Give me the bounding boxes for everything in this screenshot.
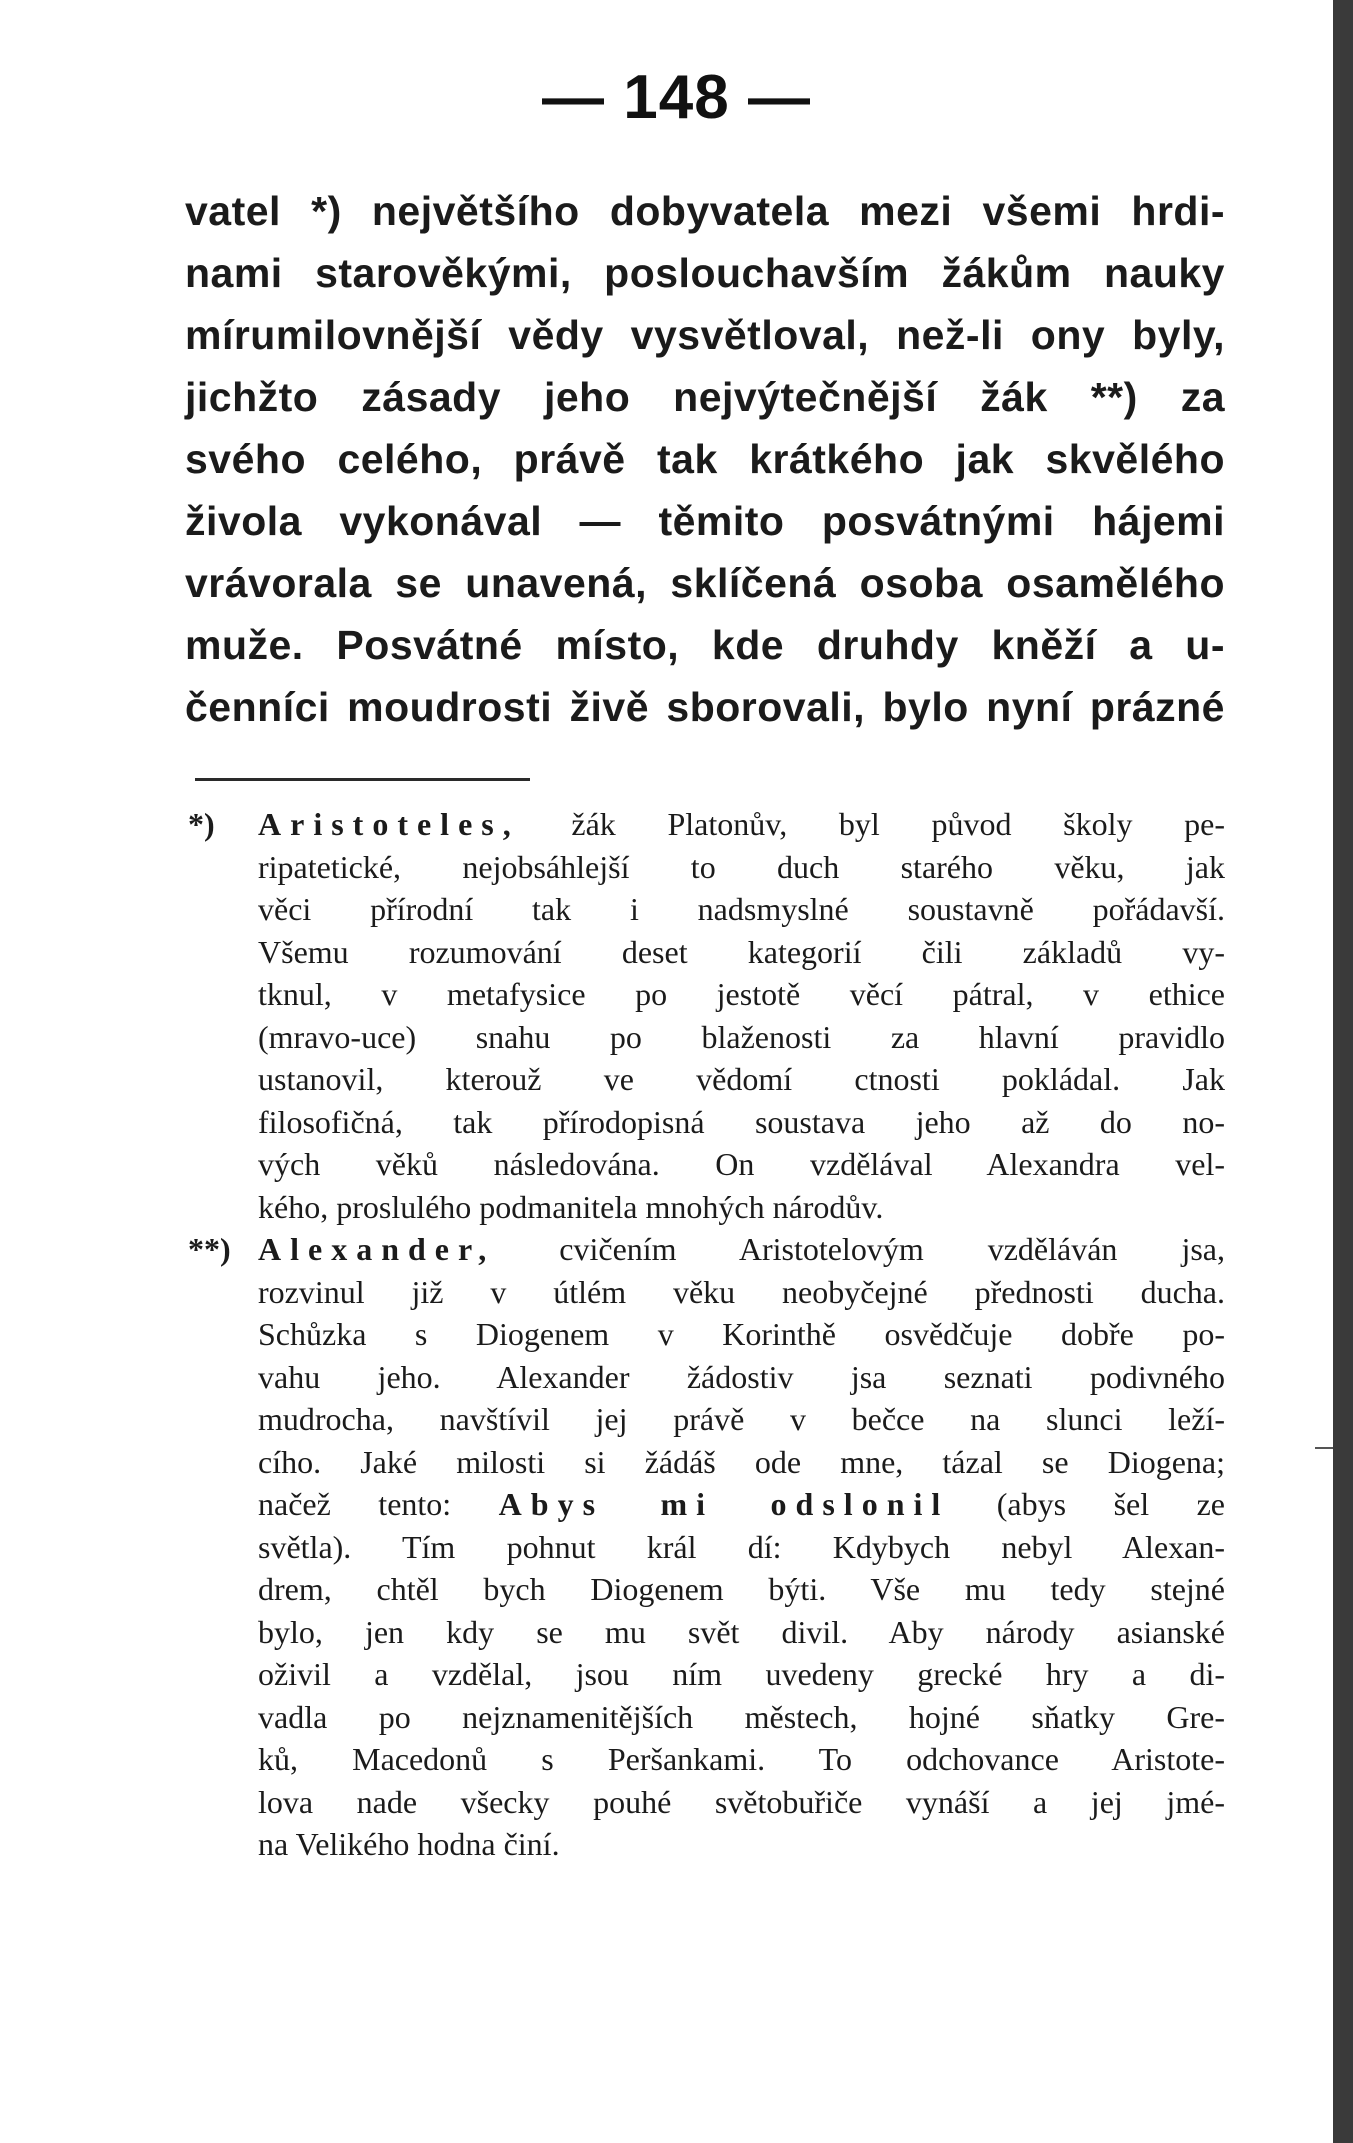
footnote-line: filosofičná, tak přírodopisná soustava jeho až do no- <box>258 1103 1225 1140</box>
page-edge-mark <box>1315 1447 1333 1449</box>
footnote-1-first-line <box>180 803 1225 846</box>
footnote-marker: **) <box>188 1231 231 1267</box>
footnote-text: žák Platonův, byl původ školy pe- <box>519 806 1225 842</box>
main-line: nami starověkými, poslouchavším žákům nauky <box>185 250 1225 296</box>
main-text <box>185 180 1225 738</box>
footnote-divider <box>195 778 530 781</box>
footnote-line: světla). Tím pohnut král dí: Kdybych nebyl Alexan- <box>258 1528 1225 1565</box>
footnote-line: věci přírodní tak i nadsmyslné soustavně pořádavší. <box>258 891 1225 927</box>
footnote-text: načež tento: <box>258 1486 499 1522</box>
main-line: živola vykonával — těmito posvátnými hájemi <box>185 498 1225 544</box>
footnote-quote: Abys mi odslonil <box>498 1486 950 1522</box>
footnote-name: Alexander, <box>258 1231 496 1267</box>
footnote-quote-line <box>180 1483 1225 1526</box>
footnote-line: vahu jeho. Alexander žádostiv jsa seznati podivného <box>258 1358 1225 1395</box>
footnote-text: (abys šel ze <box>949 1486 1226 1522</box>
footnote-marker: *) <box>188 806 215 842</box>
main-line: vatel *) největšího dobyvatela mezi všemi hrdi- <box>185 188 1225 234</box>
footnote-line: na Velikého hodna činí. <box>258 1826 560 1862</box>
footnote-line: mudrocha, navštívil jej právě v bečce na slunci leží- <box>258 1401 1225 1437</box>
page-edge <box>1333 0 1353 2143</box>
footnote-name: Aristoteles, <box>258 806 520 842</box>
footnote-line: vadla po nejznamenitějších městech, hojné sňatky Gre- <box>258 1698 1225 1735</box>
footnote-line: rozvinul již v útlém věku neobyčejné přednosti ducha. <box>258 1273 1225 1310</box>
main-line: čenníci moudrosti živě sborovali, bylo nyní prázné <box>185 684 1225 730</box>
footnote-line: kého, proslulého podmanitela mnohých národův. <box>258 1188 884 1225</box>
footnote-text: cvičením Aristotelovým vzděláván jsa, <box>495 1231 1225 1267</box>
footnote-line: ků, Macedonů s Peršankami. To odchovance Aristote- <box>258 1741 1225 1777</box>
main-line: svého celého, právě tak krátkého jak skvělého <box>185 436 1225 482</box>
main-line: vrávorala se unavená, sklíčená osoba osamělého <box>185 560 1225 606</box>
footnote-line: cího. Jaké milosti si žádáš ode mne, tázal se Diogena; <box>258 1443 1225 1480</box>
footnote-line: bylo, jen kdy se mu svět divil. Aby národy asianské <box>258 1613 1225 1650</box>
footnote-line: ripatetické, nejobsáhlejší to duch starého věku, jak <box>258 848 1225 885</box>
main-line: muže. Posvátné místo, kde druhdy kněží a u- <box>185 622 1225 668</box>
footnote-line: (mravo-uce) snahu po blaženosti za hlavní pravidlo <box>258 1018 1225 1055</box>
footnote-line: drem, chtěl bych Diogenem býti. Vše mu tedy stejné <box>258 1571 1225 1607</box>
footnote-line: vých věků následována. On vzdělával Alexandra vel- <box>258 1146 1225 1182</box>
footnote-line: Schůzka s Diogenem v Korinthě osvědčuje dobře po- <box>258 1316 1225 1352</box>
footnote-line: ustanovil, kterouž ve vědomí ctnosti pokládal. Jak <box>258 1061 1225 1097</box>
page-number: — 148 — <box>542 63 811 132</box>
footnote-2-first-line <box>180 1228 1225 1271</box>
footnote-line: oživil a vzdělal, jsou ním uvedeny grecké hry a di- <box>258 1656 1225 1692</box>
main-line: mírumilovnější vědy vysvětloval, než-li ony byly, <box>185 312 1225 358</box>
footnotes <box>180 803 1225 1866</box>
footnote-line: lova nade všecky pouhé světobuřiče vynáší a jej jmé- <box>258 1783 1225 1820</box>
main-line: jichžto zásady jeho nejvýtečnější žák **) za <box>185 374 1225 420</box>
footnote-line: Všemu rozumování deset kategorií čili základů vy- <box>258 933 1225 970</box>
footnote-line: tknul, v metafysice po jestotě věcí pátral, v ethice <box>258 976 1225 1012</box>
